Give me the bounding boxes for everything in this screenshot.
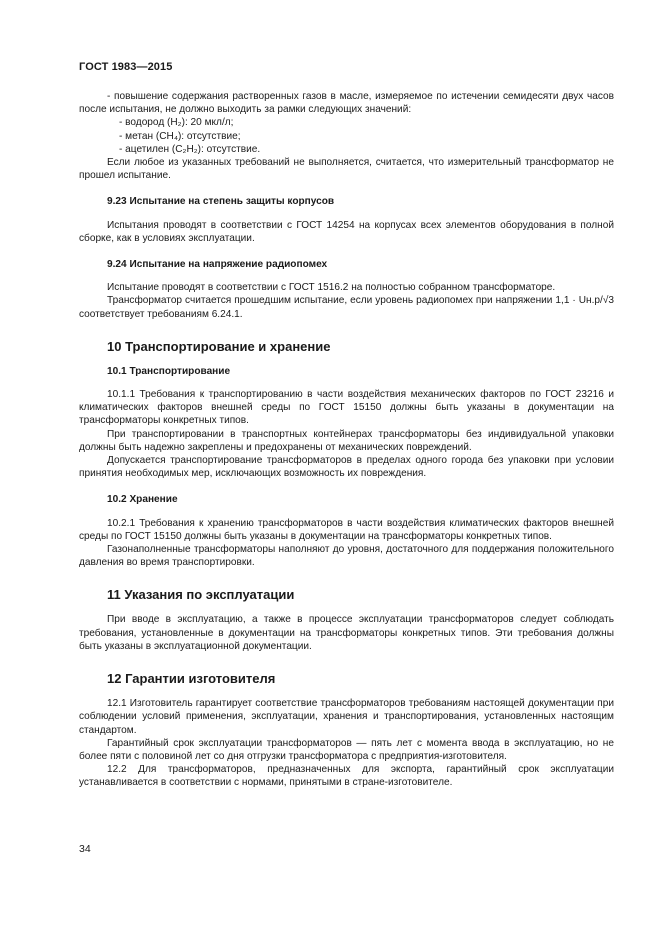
paragraph-10-1-2: При транспортировании в транспортных контейнерах трансформаторы без индивидуальной упаковки должны быть надежно закреплены и предохранены от механических повреждений. xyxy=(79,428,614,453)
list-item-methane: - метан (CH₄): отсутствие; xyxy=(119,130,241,142)
section-heading-9-24: 9.24 Испытание на напряжение радиопомех xyxy=(107,259,328,271)
chapter-heading-10: 10 Транспортирование и хранение xyxy=(107,338,331,354)
page-header-standard-title: ГОСТ 1983—2015 xyxy=(79,61,173,73)
page-body xyxy=(79,90,614,790)
section-heading-9-23: 9.23 Испытание на степень защиты корпусов xyxy=(107,196,335,208)
section-heading-10-2: 10.2 Хранение xyxy=(107,494,178,506)
paragraph-10-2-1: 10.2.1 Требования к хранению трансформаторов в части воздействия климатических факторов внешней среды по ГОСТ 15150 должны быть указаны в документации на трансформаторы конкретных типов. xyxy=(79,517,614,542)
paragraph-9-23: Испытания проводят в соответствии с ГОСТ 14254 на корпусах всех элементов оборудования в полной сборке, как в условиях эксплуатации. xyxy=(79,219,614,244)
list-item-acetylene: - ацетилен (C₂H₂): отсутствие. xyxy=(119,143,261,155)
paragraph-10-2-2: Газонаполненные трансформаторы наполняют до уровня, достаточного для поддержания положительного давления во время транспортировки. xyxy=(79,544,614,569)
list-item-hydrogen: - водород (H₂): 20 мкл/л; xyxy=(119,117,234,129)
page-number: 34 xyxy=(79,843,91,855)
chapter-heading-11: 11 Указания по эксплуатации xyxy=(107,587,295,603)
paragraph-gas-content-requirement: - повышение содержания растворенных газов в масле, измеряемое по истечении семидесяти двух часов после испытания, не должно выходить за рамки следующих значений: xyxy=(79,91,614,116)
paragraph-9-24-1: Испытание проводят в соответствии с ГОСТ 1516.2 на полностью собранном трансформаторе. xyxy=(107,282,556,294)
paragraph-12-1-warranty: Гарантийный срок эксплуатации трансформаторов — пять лет с момента ввода в эксплуатацию, но не более пяти с половиной лет со дня отгрузки трансформатора с предприятия-изготовителя. xyxy=(79,737,614,762)
paragraph-10-1-1: 10.1.1 Требования к транспортированию в части воздействия механических факторов по ГОСТ 23216 и климатических факторов внешней среды по ГОСТ 15150 должны быть указаны в документации на трансформаторы конкретных типов. xyxy=(79,389,614,427)
paragraph-11: При вводе в эксплуатацию, а также в процессе эксплуатации трансформаторов следует соблюдать требования, установленные в документации на трансформаторы конкретных типов. Эти требования должны быть указаны в эксплуатационной документации. xyxy=(79,614,614,652)
paragraph-test-failure: Если любое из указанных требований не выполняется, считается, что измерительный трансформатор не прошел испытание. xyxy=(79,157,614,182)
paragraph-12-1: 12.1 Изготовитель гарантирует соответствие трансформаторов требованиям настоящей документации при соблюдении условий применения, эксплуатации, хранения и транспортирования, установленных настоящим стандартом. xyxy=(79,698,614,736)
section-heading-10-1: 10.1 Транспортирование xyxy=(107,365,231,377)
chapter-heading-12: 12 Гарантии изготовителя xyxy=(107,671,276,687)
paragraph-12-2: 12.2 Для трансформаторов, предназначенных для экспорта, гарантийный срок эксплуатации устанавливается в соответствии с нормами, принятыми в стране-изготовителе. xyxy=(79,764,614,789)
paragraph-9-24-2: Трансформатор считается прошедшим испытание, если уровень радиопомех при напряжении 1,1 · Uн.р/√3 соответствует требованиям 6.24.1. xyxy=(79,295,614,320)
paragraph-10-1-3: Допускается транспортирование трансформаторов в пределах одного города без упаковки при условии принятия необходимых мер, исключающих возможность их повреждения. xyxy=(79,455,614,480)
